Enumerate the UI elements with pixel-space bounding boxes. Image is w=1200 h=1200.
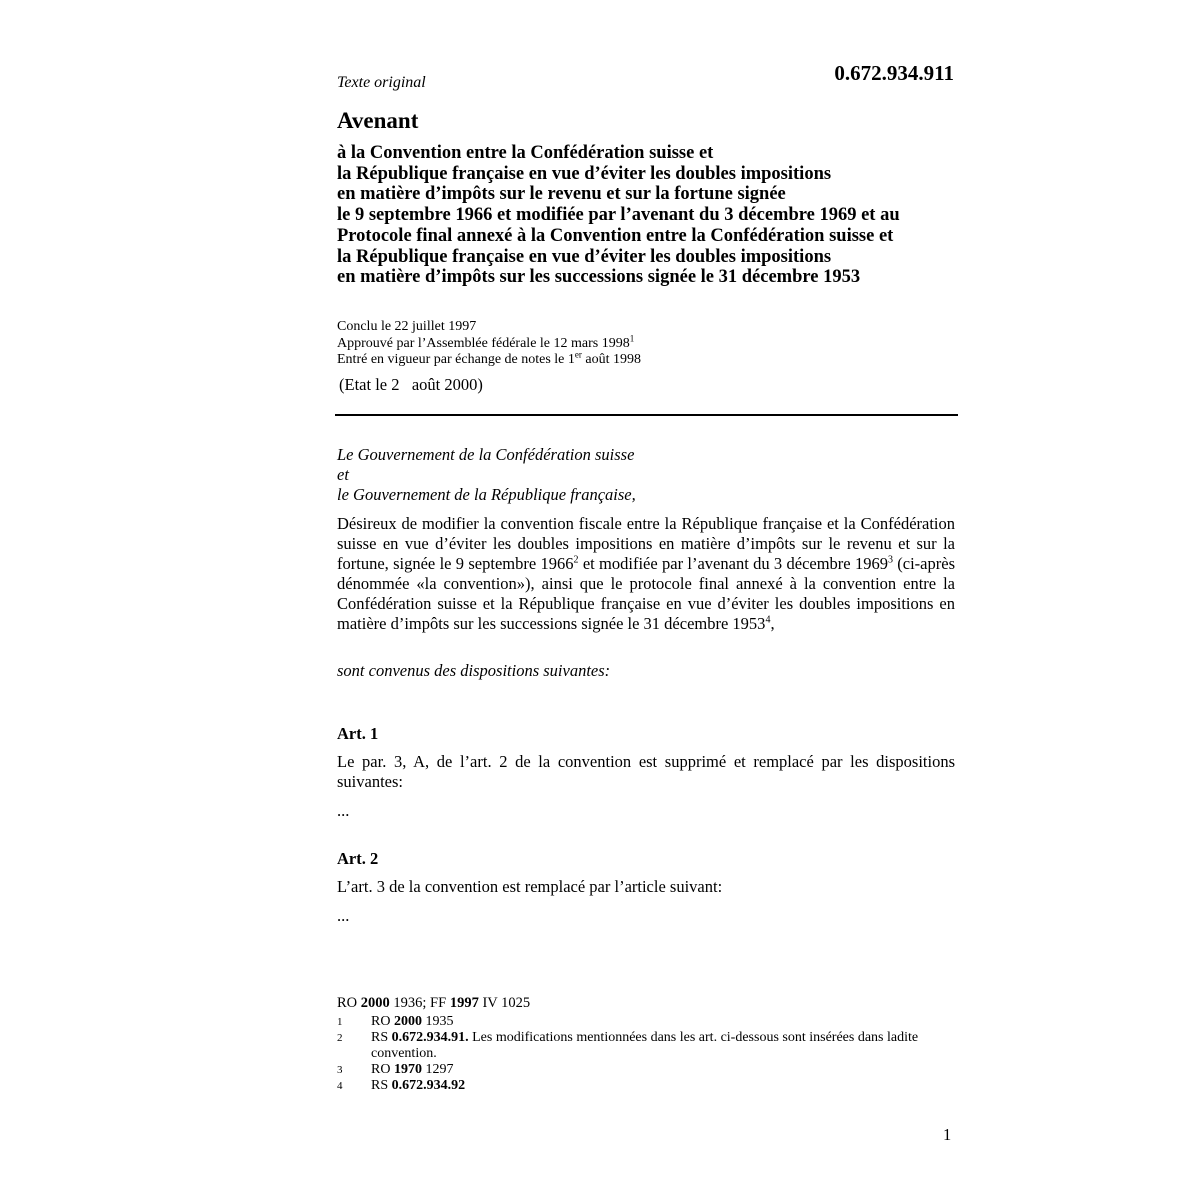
ref-bold-1: 2000	[360, 995, 390, 1011]
ref-suffix: IV 1025	[478, 995, 531, 1011]
closing-formula: sont convenus des dispositions suivantes:	[337, 661, 611, 680]
ordinal-superscript: er	[574, 349, 582, 360]
footnote-text	[371, 1078, 937, 1094]
footnote-bold: 0.672.934.92	[391, 1078, 466, 1093]
party-line-1: Le Gouvernement de la Confédération suisse	[337, 445, 635, 464]
footnote-text	[371, 1030, 937, 1062]
footnote-rest: 1297	[421, 1062, 454, 1077]
party-line-2: et	[337, 465, 349, 484]
footnote-item	[337, 1078, 937, 1094]
preamble-paragraph	[337, 514, 955, 635]
footnote-number: 2	[337, 1032, 343, 1044]
footnote-rest: Les modifications mentionnées dans les art. ci-dessous sont insérées dans ladite convention.	[371, 1030, 919, 1061]
document-subtitle: à la Convention entre la Confédération suisse et la République française en vue d’éviter les doubles impositions en matière d’impôts sur le revenu et sur la fortune signée le 9 septembre 1966 et modifiée par l’avenant du 3 décembre 1969 et au Protocole final annexé à la Convention entre la Confédération suisse et la République française en vue d’éviter les doubles impositions en matière d’impôts sur les successions signée le 31 décembre 1953	[337, 143, 900, 288]
footnote-prefix: RS	[371, 1030, 392, 1045]
page-number: 1	[943, 1125, 952, 1144]
preamble-part-2: et modifiée par l’avenant du 3 décembre 1969	[578, 554, 888, 574]
document-title: Avenant	[337, 108, 419, 133]
footnote-text	[371, 1014, 937, 1030]
preamble-part-3: (ci-après dénommée «la convention»), ainsi que le protocole final annexé à la convention entre la Confédération suisse et la République française en vue d’éviter les doubles impositions en matière d’impôts sur les successions signée le 31 décembre 1953	[337, 554, 955, 634]
footnote-number: 4	[337, 1080, 343, 1092]
article-1-text: Le par. 3, A, de l’art. 2 de la convention est supprimé et remplacé par les dispositions suivantes:	[337, 752, 955, 791]
approuve-text: Approuvé par l’Assemblée fédérale le 12 mars 1998	[337, 335, 630, 351]
entree-suffix: août 1998	[581, 352, 642, 367]
article-1-heading: Art. 1	[337, 724, 379, 743]
publication-reference	[337, 995, 530, 1012]
footnote-bold: 2000	[393, 1014, 422, 1029]
footnote-marker: 1	[629, 332, 635, 343]
ref-prefix: RO	[337, 995, 361, 1011]
preamble-part-4: ,	[770, 614, 775, 634]
footnote-marker-3: 3	[887, 554, 893, 566]
footnote-marker-2: 2	[573, 554, 579, 566]
approuve-line	[337, 332, 641, 353]
article-2-heading: Art. 2	[337, 849, 379, 868]
conclu-line: Conclu le 22 juillet 1997	[337, 319, 477, 334]
article-2-text: L’art. 3 de la convention est remplacé par l’article suivant:	[337, 877, 723, 896]
article-2-ellipsis: ...	[337, 906, 350, 925]
footnotes-list	[337, 1014, 937, 1094]
footnote-bold: 0.672.934.91.	[391, 1030, 469, 1045]
party-line-3: le Gouvernement de la République française,	[337, 485, 636, 504]
footnote-rest: 1935	[421, 1014, 454, 1029]
document-metadata	[337, 319, 641, 369]
footnote-number: 3	[337, 1064, 343, 1076]
article-1-ellipsis: ...	[337, 801, 350, 820]
entree-prefix: Entré en vigueur par échange de notes le 1	[337, 352, 575, 367]
etat-line: (Etat le 2 août 2000)	[339, 375, 483, 394]
document-number: 0.672.934.911	[834, 61, 954, 85]
entree-line	[337, 349, 642, 369]
contracting-parties	[337, 445, 636, 505]
footnote-text	[371, 1062, 937, 1078]
footnote-prefix: RO	[371, 1062, 394, 1077]
footnote-number: 1	[337, 1016, 343, 1028]
footnote-item	[337, 1014, 937, 1030]
preamble-part-1: Désireux de modifier la convention fiscale entre la République française et la Confédération suisse en vue d’éviter les doubles impositions en matière d’impôts sur le revenu et sur la fortune, signée le 9 septembre 1966	[337, 514, 955, 574]
footnote-bold: 1970	[393, 1062, 422, 1077]
footnote-item	[337, 1030, 937, 1062]
footnote-item	[337, 1062, 937, 1078]
texte-original-label: Texte original	[337, 74, 426, 91]
footnote-prefix: RO	[371, 1014, 394, 1029]
footnote-marker-4: 4	[765, 614, 771, 626]
header-divider	[335, 414, 958, 416]
ref-bold-2: 1997	[449, 995, 479, 1011]
ref-mid: 1936; FF	[389, 995, 450, 1011]
footnote-prefix: RS	[371, 1078, 392, 1093]
